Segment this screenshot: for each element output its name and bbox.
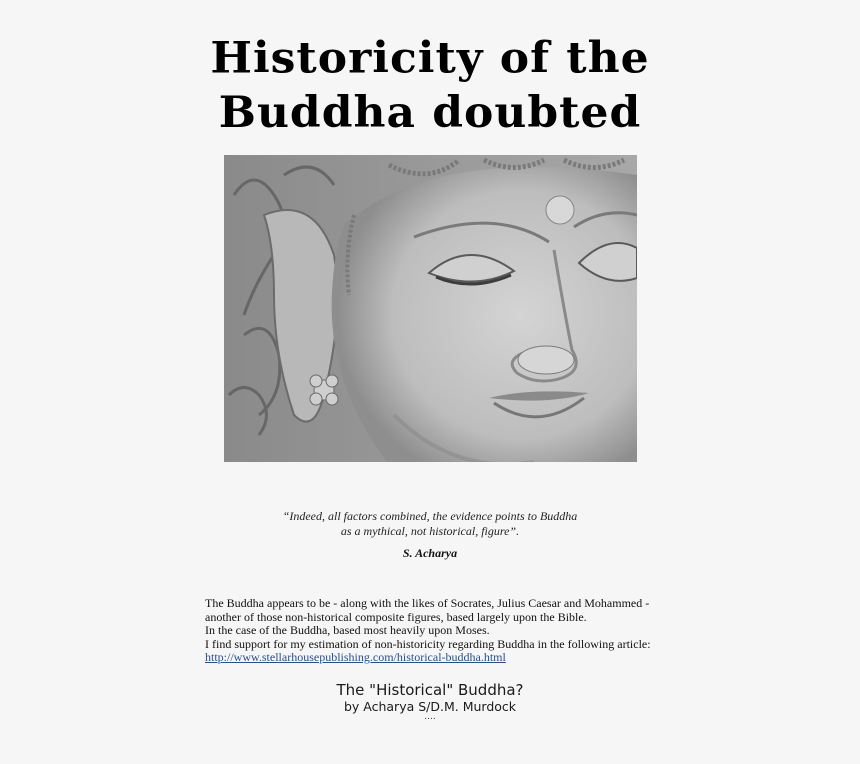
title-line-2: Buddha doubted	[218, 87, 642, 138]
article-title: The "Historical" Buddha?	[336, 681, 524, 699]
title-line-1: Historicity of the	[210, 33, 650, 84]
page-title	[0, 31, 860, 141]
quote-block	[0, 509, 860, 539]
quote-author: S. Acharya	[402, 546, 458, 560]
buddha-face-illustration	[224, 155, 637, 462]
buddha-statue-image	[224, 155, 637, 462]
article-ellipsis: ....	[424, 712, 436, 722]
article-byline: by Acharya S/D.M. Murdock	[343, 699, 517, 714]
body-paragraph	[205, 597, 675, 665]
body-line-2: another of those non-historical composite figures, based largely upon the Bible.	[205, 609, 587, 624]
body-line-1: The Buddha appears to be - along with the likes of Socrates, Julius Caesar and Mohammed -	[205, 596, 650, 610]
article-link[interactable]: http://www.stellarhousepublishing.com/historical-buddha.html	[205, 650, 506, 665]
body-line-4: I find support for my estimation of non-historicity regarding Buddha in the following article:	[205, 636, 651, 651]
body-line-3: In the case of the Buddha, based most heavily upon Moses.	[205, 623, 490, 638]
quote-line-2: as a mythical, not historical, figure”.	[340, 524, 520, 538]
quote-line-1: “Indeed, all factors combined, the evidence points to Buddha	[282, 509, 578, 523]
